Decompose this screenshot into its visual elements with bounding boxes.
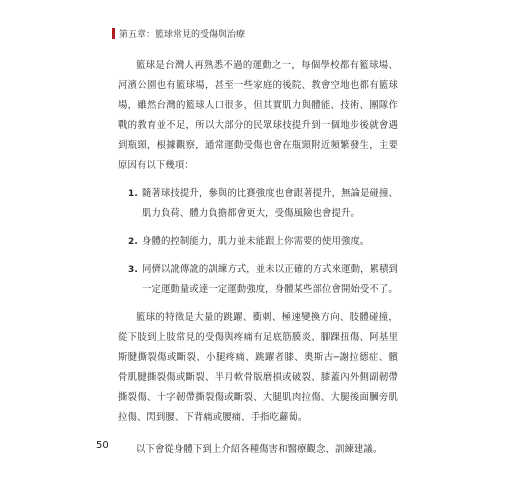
intro-paragraph: 籃球是台灣人再熟悉不過的運動之一，每個學校都有籃球場、河濱公園也有籃球場，甚至一些家庭的後院、教會空地也都有籃球場，雖然台灣的籃球人口很多，但其實肌力與體能、技術、團隊作戰的教育並不足，所以大部分的民眾球技提升到一個地步後就會遇到瓶頸，根據觀察，通常運動受傷也會在瓶頸附近頻繁發生，主要原因有以下幾項： xyxy=(118,60,398,171)
chapter-title: 第五章：籃球常見的受傷與治療 xyxy=(119,30,246,40)
list-item-text: 同儕以訛傳訛的訓練方式，並未以正確的方式來運動，累積到一定運動量或達一定運動強度，身體某些部位會開始受不了。 xyxy=(142,264,398,295)
list-item xyxy=(118,184,398,224)
closing-paragraph: 以下會從身體下到上介紹各種傷害和醫療觀念、訓練建議。 xyxy=(136,444,383,455)
list-item xyxy=(118,232,398,252)
reasons-list xyxy=(118,184,398,300)
chapter-header xyxy=(112,27,245,40)
list-item-text: 隨著球技提升，參與的比賽強度也會跟著提升，無論是碰撞、肌力負荷、體力負擔都會更大，受傷風險也會提升。 xyxy=(142,188,398,219)
list-item-number: 3. xyxy=(128,265,138,275)
header-accent-bar xyxy=(112,28,115,39)
list-item xyxy=(118,260,398,300)
page-body xyxy=(118,56,398,460)
page-number: 50 xyxy=(96,440,109,451)
injury-overview-paragraph: 籃球的特徵是大量的跳躍、衝刺、極速變換方向、肢體碰撞，從下肢到上肢常見的受傷與疼痛有足底筋膜炎、腳踝扭傷、阿基里斯腱撕裂傷或斷裂、小腿疼痛、跳躍者膝、奧斯古─謝拉德症、髕骨肌腱撕裂傷或斷裂、半月軟骨版磨損或破裂、膝蓋內外側副韌帶撕裂傷、十字韌帶撕裂傷或斷裂、大腿肌肉拉傷、大腿後面膕旁肌拉傷、閃到腰、下背痛或腰痛、手指吃蘿蔔。 xyxy=(118,312,398,423)
list-item-number: 1. xyxy=(128,189,138,199)
list-item-number: 2. xyxy=(128,237,138,247)
list-item-text: 身體的控制能力，肌力並未能跟上你需要的使用強度。 xyxy=(142,236,370,247)
